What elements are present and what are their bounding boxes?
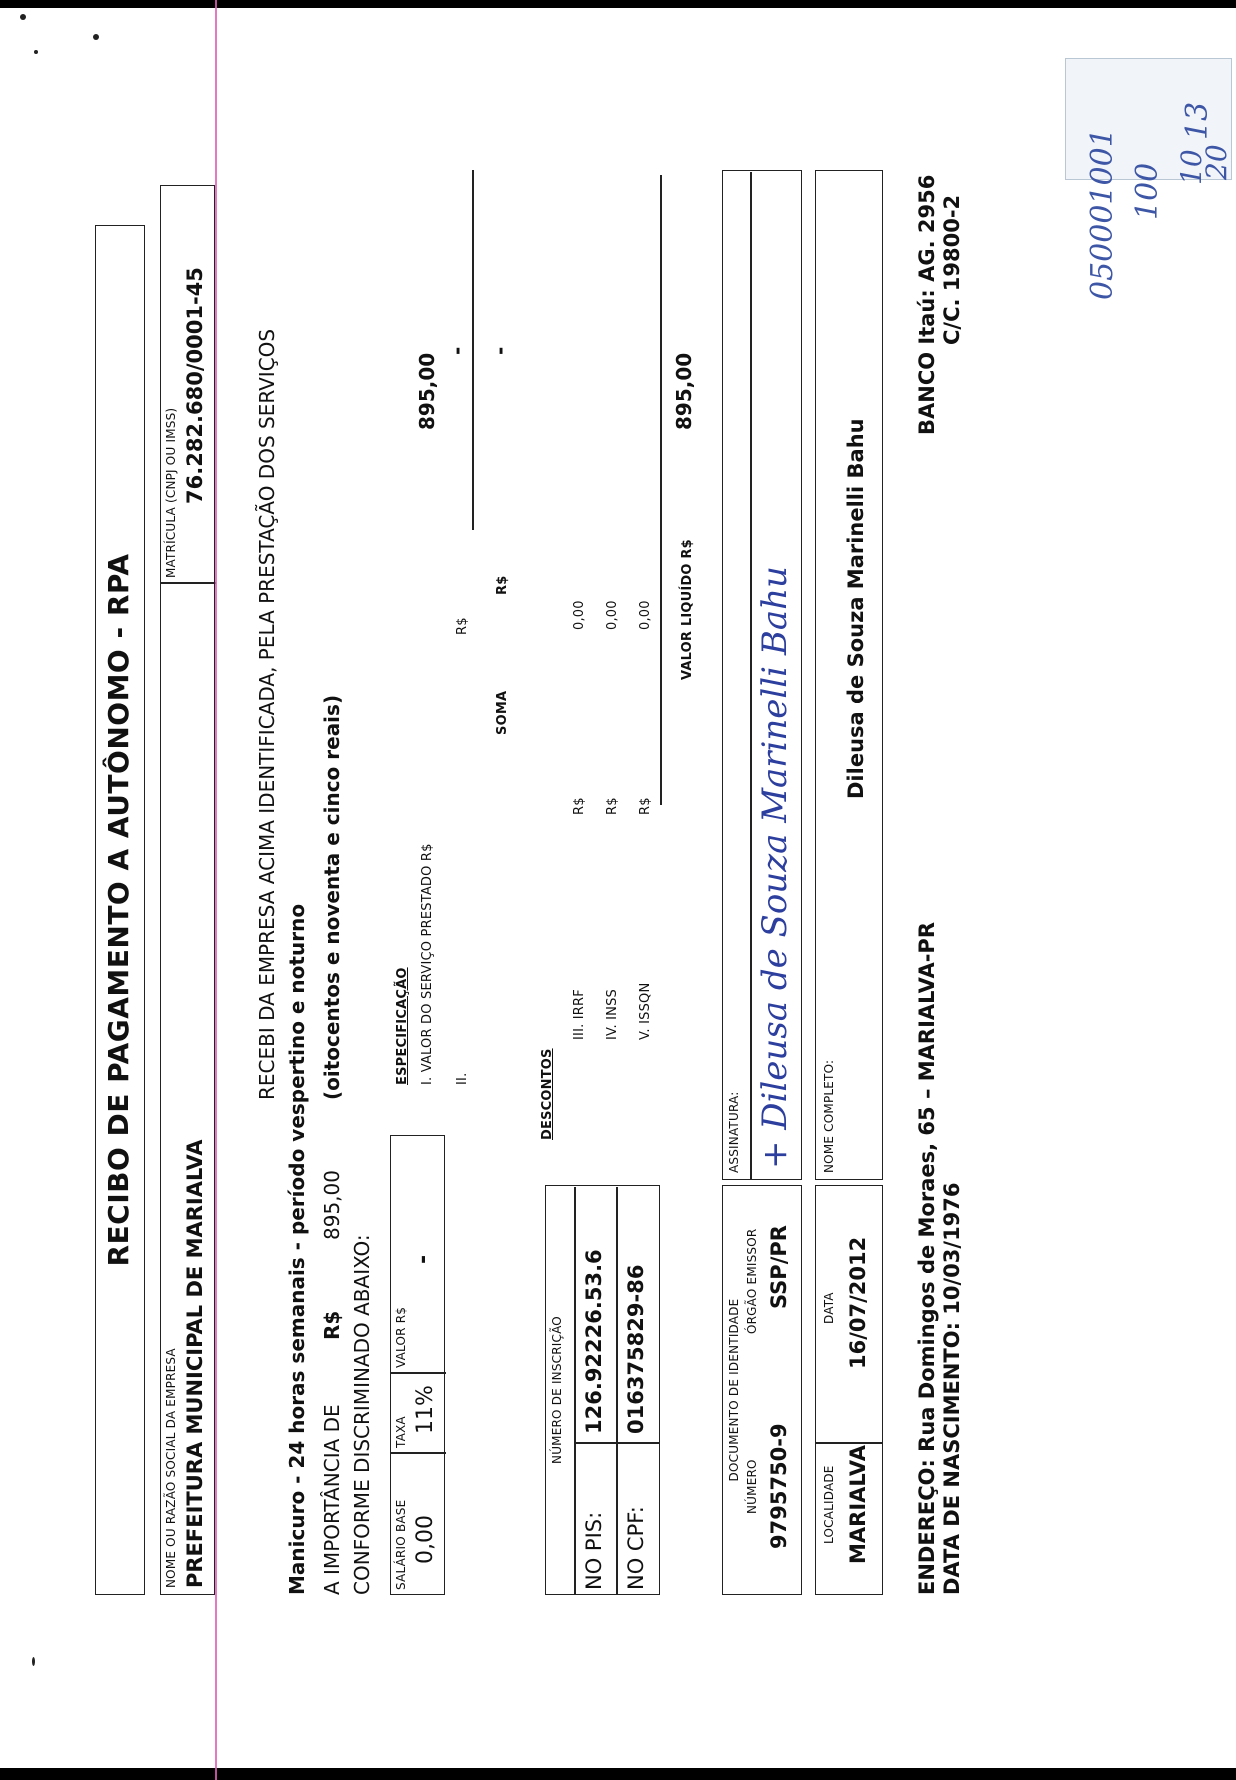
- nome-completo-value: Dileusa de Souza Marinelli Bahu: [844, 418, 868, 799]
- descontos-heading: DESCONTOS: [540, 1048, 555, 1140]
- item1-value: 895,00: [415, 352, 439, 430]
- localidade-value: MARIALVA: [846, 1445, 870, 1564]
- divider: [161, 583, 216, 585]
- item2-label: II.: [455, 1072, 470, 1085]
- empresa-nome-label: NOME OU RAZÃO SOCIAL DA EMPRESA: [164, 1348, 178, 1588]
- soma-currency: R$: [495, 575, 510, 595]
- soma-label: SOMA: [495, 690, 510, 735]
- issqn-value: 0,00: [638, 600, 653, 630]
- conforme-text: CONFORME DISCRIMINADO ABAIXO:: [350, 1234, 374, 1595]
- divider: [574, 1187, 576, 1594]
- salario-base-label: SALÁRIO BASE: [394, 1499, 408, 1590]
- inss-label: IV. INSS: [605, 989, 620, 1040]
- liquido-line: [660, 175, 662, 805]
- valor-label: VALOR R$: [394, 1306, 408, 1368]
- signature: + Dileusa de Souza Marinelli Bahu: [755, 566, 795, 1169]
- orgao-label: ÓRGÃO EMISSOR: [745, 1228, 759, 1334]
- divider: [574, 1443, 659, 1445]
- cpf-label: NO CPF:: [624, 1506, 648, 1590]
- inss-value: 0,00: [605, 600, 620, 630]
- irrf-value: 0,00: [572, 600, 587, 630]
- taxa-value: 11%: [413, 1385, 438, 1434]
- nome-completo-label: NOME COMPLETO:: [822, 1059, 836, 1173]
- body-service: Manicuro - 24 horas semanais - período vespertino e noturno: [285, 903, 309, 1595]
- data-label: DATA: [822, 1292, 836, 1324]
- valor-value: -: [411, 1254, 436, 1264]
- footer-banco: BANCO Itaú: AG. 2956: [915, 174, 939, 435]
- liquido-label: VALOR LIQUÍDO R$: [680, 539, 695, 680]
- divider: [816, 1443, 882, 1445]
- divider: [391, 1373, 446, 1375]
- salario-table: [390, 1135, 445, 1595]
- liquido-value: 895,00: [672, 352, 696, 430]
- assinatura-label: ASSINATURA:: [727, 1091, 741, 1173]
- matricula-label: MATRÍCULA (CNPJ OU IMSS): [164, 407, 178, 578]
- identidade-table: [722, 1185, 802, 1595]
- issqn-label: V. ISSQN: [638, 982, 653, 1040]
- data-value: 16/07/2012: [846, 1236, 870, 1369]
- pis-label: NO PIS:: [582, 1511, 606, 1590]
- footer-conta: C/C. 19800-2: [940, 194, 964, 345]
- local-table: [815, 1185, 883, 1595]
- importancia-label: A IMPORTÂNCIA DE: [320, 1404, 344, 1595]
- numero-value: 9795750-9: [767, 1423, 791, 1549]
- item2-value: -: [445, 346, 469, 355]
- divider: [616, 1187, 618, 1594]
- orgao-value: SSP/PR: [767, 1225, 791, 1309]
- irrf-label: III. IRRF: [572, 989, 587, 1040]
- importancia-currency: R$: [320, 1310, 344, 1340]
- importancia-extenso: (oitocentos e noventa e cinco reais): [320, 694, 344, 1100]
- especificacao-heading: ESPECIFICAÇÃO: [395, 967, 410, 1085]
- numero-label: NÚMERO: [745, 1459, 759, 1514]
- nome-completo-box: [815, 170, 883, 1180]
- localidade-label: LOCALIDADE: [822, 1465, 836, 1544]
- soma-line: [472, 170, 474, 530]
- pen-number: 050001001: [1085, 128, 1120, 300]
- importancia-value: 895,00: [320, 1170, 344, 1240]
- item2-currency: R$: [455, 617, 470, 635]
- margin-line: [215, 0, 217, 1780]
- pen-100: 100: [1130, 162, 1165, 220]
- pen-20: 20: [1200, 144, 1233, 180]
- divider: [750, 172, 752, 1179]
- empresa-box: [160, 185, 215, 1595]
- taxa-label: TAXA: [394, 1416, 408, 1448]
- pis-value: 126.92226.53.6: [582, 1249, 606, 1434]
- issqn-currency: R$: [638, 797, 653, 815]
- item1-label: I. VALOR DO SERVIÇO PRESTADO R$: [420, 843, 435, 1085]
- salario-base-value: 0,00: [413, 1515, 438, 1564]
- irrf-currency: R$: [572, 797, 587, 815]
- inscricao-label: NÚMERO DE INSCRIÇÃO: [550, 1316, 564, 1464]
- pen-10: 10: [1175, 149, 1208, 185]
- footer-endereco: ENDEREÇO: Rua Domingos de Moraes, 65 – MARIALVA-PR: [915, 922, 939, 1595]
- identidade-label: DOCUMENTO DE IDENTIDADE: [727, 1298, 741, 1482]
- empresa-nome: PREFEITURA MUNICIPAL DE MARIALVA: [183, 1139, 207, 1588]
- title-box: [95, 225, 145, 1595]
- body-line1: RECEBI DA EMPRESA ACIMA IDENTIFICADA, PELA PRESTAÇÃO DOS SERVIÇOS: [255, 328, 279, 1100]
- soma-value: -: [488, 346, 512, 355]
- page-title: RECIBO DE PAGAMENTO A AUTÔNOMO - RPA: [102, 553, 135, 1267]
- footer-nascimento: DATA DE NASCIMENTO: 10/03/1976: [940, 1182, 964, 1595]
- assinatura-box: [722, 170, 802, 1180]
- divider: [391, 1453, 446, 1455]
- pen-13: 13: [1180, 101, 1215, 140]
- cpf-value: 016375829-86: [624, 1264, 648, 1434]
- inscricao-table: [545, 1185, 660, 1595]
- matricula-value: 76.282.680/0001-45: [183, 267, 207, 504]
- inss-currency: R$: [605, 797, 620, 815]
